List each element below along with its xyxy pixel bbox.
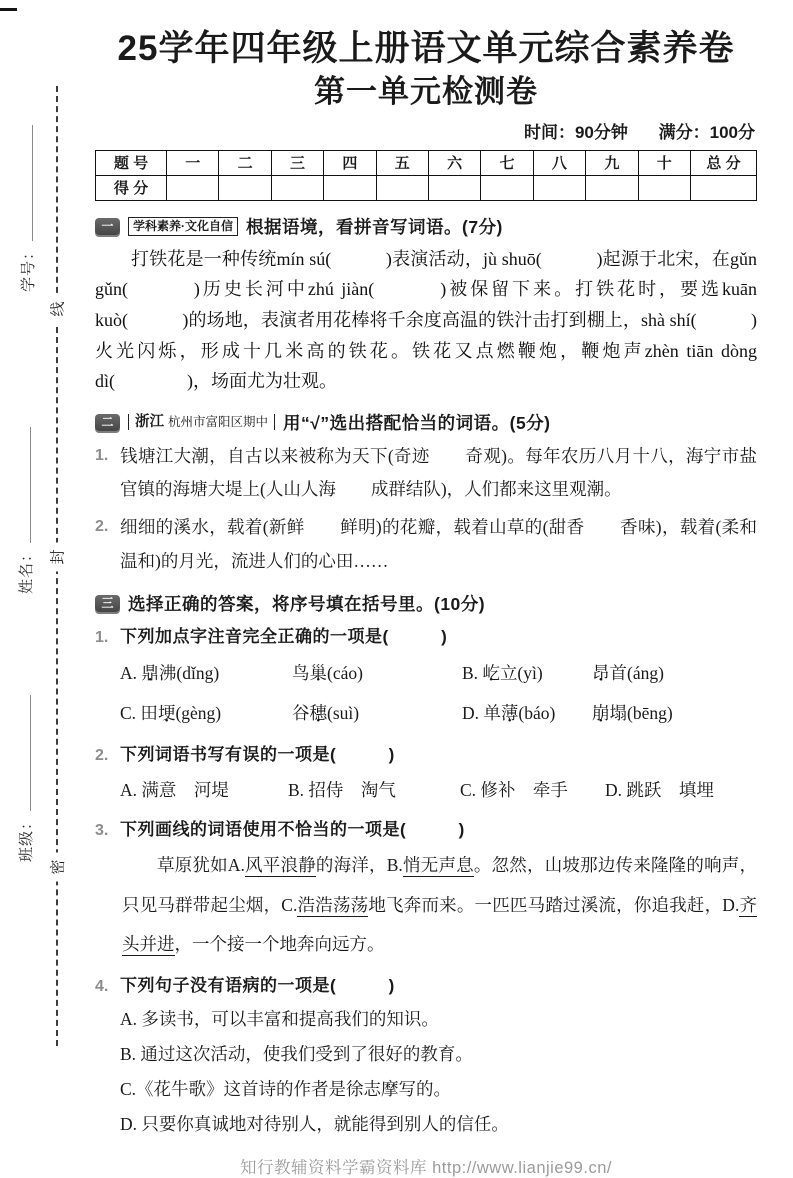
class-label: 班级：: [18, 813, 35, 862]
score-cell-empty: [271, 175, 323, 200]
option-row: [120, 693, 757, 733]
section2-item: [95, 511, 792, 578]
option-d: D. 单薄(báo): [462, 703, 556, 724]
score-cell-empty: [638, 175, 690, 200]
watermark-footer: 知行教辅资料学霸资料库 http://www.lianjie99.cn/: [240, 1158, 612, 1177]
question-stem: [95, 740, 757, 771]
student-id-label: 学号：: [20, 243, 37, 292]
section2-source-region: 浙江: [135, 414, 164, 431]
question-stem: [95, 815, 757, 846]
item-text: 钱塘江大潮，自古以来被称为天下(奇迹 奇观)。每年农历八月十八，海宁市盐官镇的海塘大堤上(人山人海 成群结队)，人们都来这里观潮。: [120, 445, 757, 500]
score-header-cell: 四: [324, 150, 376, 175]
unit-title: 第一单元检测卷: [314, 73, 538, 109]
exam-meta: [95, 118, 757, 143]
option-a: A. 鼎沸(dǐng): [120, 663, 220, 684]
option-a-word2: 鸟巢(cáo): [292, 663, 363, 684]
question-passage: 草原犹如A.风平浪静的海洋，B.悄无声息。忽然，山坡那边传来隆隆的响声，只见马群带起尘烟，C.浩浩荡荡地飞奔而来。一匹匹马踏过溪流，你追我赶，D.齐头并进，一个接一个地奔向远方。: [122, 855, 758, 955]
score-header-cell: 五: [376, 150, 428, 175]
section1-header: [95, 214, 757, 239]
question-number: 2.: [95, 746, 109, 764]
item-number: 2.: [95, 518, 109, 536]
question-options: [120, 771, 757, 810]
option-d-word2: 崩塌(bēng): [592, 703, 673, 724]
score-cell-empty: [324, 175, 376, 200]
seal-char-line: 线: [50, 294, 68, 323]
question-stem: [95, 622, 757, 653]
section2-source-detail: 杭州市富阳区期中: [168, 415, 269, 430]
score-cell-empty: [428, 175, 480, 200]
question-3: [95, 815, 757, 964]
question-number: 4.: [95, 977, 109, 995]
section3-title: 选择正确的答案，将序号填在括号里。(10分): [128, 593, 486, 614]
score-cell-empty: [376, 175, 428, 200]
full-score: 满分：100分: [658, 122, 755, 142]
option-d: D. 只要你真诚地对待别人，就能得到别人的信任。: [120, 1113, 509, 1134]
section2-badge: 二: [95, 414, 120, 431]
option-c: C. 田埂(gèng): [120, 703, 222, 724]
option-c: C. 修补 牵手: [460, 779, 568, 800]
section2-header: [95, 410, 757, 435]
section2-item: [95, 440, 757, 507]
score-header-cell: 一: [167, 150, 219, 175]
option-row: [120, 771, 757, 810]
option-b: B. 招侍 淘气: [288, 779, 396, 800]
question-stem-text: 下列画线的词语使用不恰当的一项是( ): [120, 820, 465, 840]
question-number: 3.: [95, 822, 109, 840]
section3-badge: 三: [95, 595, 120, 612]
question-4: [95, 971, 757, 1142]
item-number: 1.: [95, 446, 109, 464]
score-header-cell: 九: [586, 150, 638, 175]
score-cell-empty: [691, 175, 757, 200]
item-text: 细细的溪水，载着(新鲜 鲜明)的花瓣，载着山草的(甜香 香味)，载着(柔和 温和)的月光，流进人们的心田……: [120, 517, 792, 571]
class-blank: [18, 695, 32, 811]
section1-badge: 一: [95, 218, 120, 235]
student-id-field: [17, 94, 38, 292]
name-field: [15, 389, 36, 594]
score-cell-empty: [586, 175, 638, 200]
option-c-word2: 谷穗(suì): [292, 703, 360, 724]
question-stem-text: 下列词语书写有误的一项是( ): [120, 744, 395, 764]
question-stem-text: 下列句子没有语病的一项是( ): [120, 975, 395, 995]
question-2: [95, 740, 757, 810]
score-header-cell: 三: [271, 150, 323, 175]
section1-paragraph: 打铁花是一种传统mín sú( )表演活动，jù shuō( )起源于北宋，在gǔn gǔn( )历史长河中zhú jiàn( )被保留下来。打铁花时，要选kuān kuò( )的场地，表演者用花棒将千余度高温的铁汁击打到棚上，shà shí( )火光闪烁，形成十几米高的铁花。铁花又点燃鞭炮，鞭炮声zhèn tiān dòng dì( )，场面尤为壮观。: [95, 248, 757, 392]
question-options: [120, 653, 757, 734]
main-content: [95, 28, 792, 1178]
option-b-word2: 昂首(áng): [592, 663, 664, 684]
question-number: 1.: [95, 628, 109, 646]
option-b: B. 屹立(yì): [462, 663, 543, 684]
score-table-score-row: [96, 175, 757, 200]
score-header-cell: 八: [533, 150, 585, 175]
score-cell-empty: [167, 175, 219, 200]
question-stem: [95, 971, 757, 1002]
score-header-cell: 总 分: [691, 150, 757, 175]
score-cell-empty: [533, 175, 585, 200]
question-options: [120, 1002, 757, 1142]
score-header-cell: 七: [481, 150, 533, 175]
option-a: A. 多读书，可以丰富和提高我们的知识。: [120, 1008, 439, 1029]
score-cell-empty: [219, 175, 271, 200]
score-header-cell: 题 号: [96, 150, 167, 175]
option-c: C.《花牛歌》这首诗的作者是徐志摩写的。: [120, 1078, 452, 1099]
option-a: A. 满意 河堤: [120, 779, 229, 800]
score-header-cell: 十: [638, 150, 690, 175]
section2-title: 用“√”选出搭配恰当的词语。(5分): [283, 412, 551, 433]
name-label: 姓名：: [18, 545, 35, 594]
section1-competency-tag: 学科素养·文化自信: [128, 217, 238, 236]
score-cell-empty: [481, 175, 533, 200]
section3-header: [95, 591, 757, 616]
option-row: [120, 653, 757, 693]
paper-title: 25学年四年级上册语文单元综合素养卷: [117, 29, 735, 68]
option-b: B. 通过这次活动，使我们受到了很好的教育。: [120, 1043, 473, 1064]
question-1: [95, 622, 757, 734]
student-id-blank: [20, 125, 34, 241]
name-blank: [18, 427, 32, 543]
seal-char-mi: 密: [50, 852, 68, 881]
score-row-label: 得 分: [96, 175, 167, 200]
section1-title: 根据语境，看拼音写词语。(7分): [246, 216, 503, 237]
corner-registration-mark: [0, 8, 17, 11]
score-header-cell: 六: [428, 150, 480, 175]
score-table-header-row: [96, 150, 757, 175]
class-field: [15, 660, 36, 862]
question-passage-wrap: [120, 846, 757, 964]
time-limit: 时间：90分钟: [523, 122, 628, 142]
score-header-cell: 二: [219, 150, 271, 175]
question-stem-text: 下列加点字注音完全正确的一项是( ): [120, 626, 448, 646]
score-table: [95, 150, 757, 201]
option-d: D. 跳跃 填埋: [605, 779, 714, 800]
section2-source-tag: [128, 414, 275, 430]
seal-char-feng: 封: [50, 542, 68, 571]
